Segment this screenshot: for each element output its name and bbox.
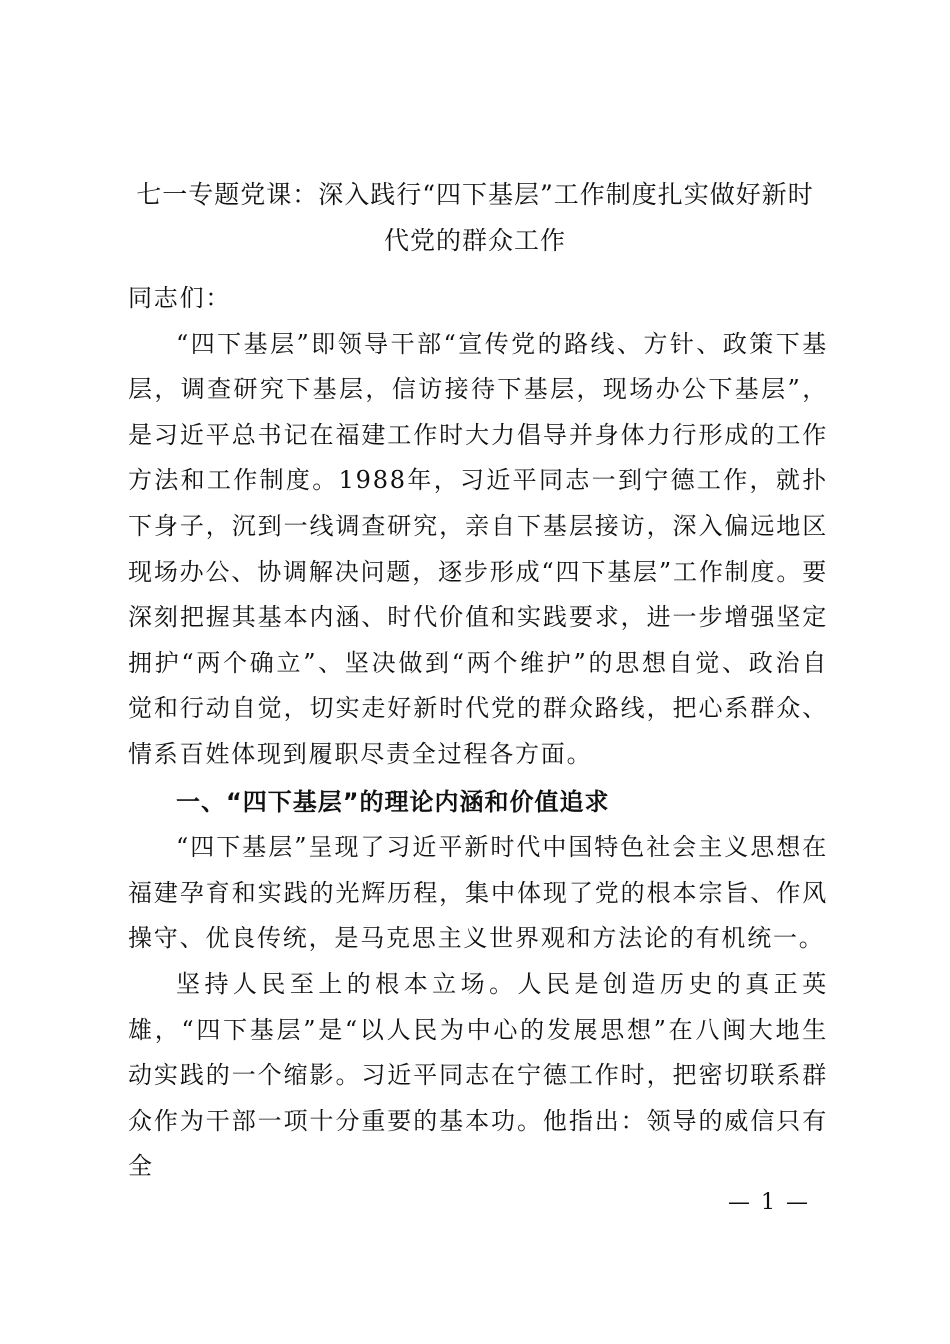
intro-paragraph: “四下基层”即领导干部“宣传党的路线、方针、政策下基层，调查研究下基层，信访接待下基层，现场办公下基层”，是习近平总书记在福建工作时大力倡导并身体力行形成的工作方法和工作制度。1988年，习近平同志一到宁德工作，就扑下身子，沉到一线调查研究，亲自下基层接访，深入偏远地区现场办公、协调解决问题，逐步形成“四下基层”工作制度。要深刻把握其基本内涵、时代价值和实践要求，进一步增强坚定拥护“两个确立”、坚决做到“两个维护”的思想自觉、政治自觉和行动自觉，切实走好新时代党的群众路线，把心系群众、情系百姓体现到履职尽责全过程各方面。 — [128, 329, 828, 768]
section-paragraph-2: 坚持人民至上的根本立场。人民是创造历史的真正英雄，“四下基层”是“以人民为中心的发展思想”在八闽大地生动实践的一个缩影。习近平同志在宁德工作时，把密切联系群众作为干部一项十分重要的基本功。他指出：领导的威信只有全 — [128, 969, 828, 1181]
title-line-2: 代党的群众工作 — [383, 226, 566, 255]
section-heading: 一、“四下基层”的理论内涵和价值追求 — [176, 787, 610, 816]
salutation: 同志们： — [128, 284, 232, 312]
page-number: — 1 — — [728, 1190, 810, 1215]
section-paragraph-1: “四下基层”呈现了习近平新时代中国特色社会主义思想在福建孕育和实践的光辉历程，集中体现了党的根本宗旨、作风操守、优良传统，是马克思主义世界观和方法论的有机统一。 — [128, 833, 828, 953]
document-title — [100, 172, 850, 264]
title-line-1: 七一专题党课：深入践行“四下基层”工作制度扎实做好新时 — [136, 180, 814, 209]
document-body — [128, 276, 828, 1190]
